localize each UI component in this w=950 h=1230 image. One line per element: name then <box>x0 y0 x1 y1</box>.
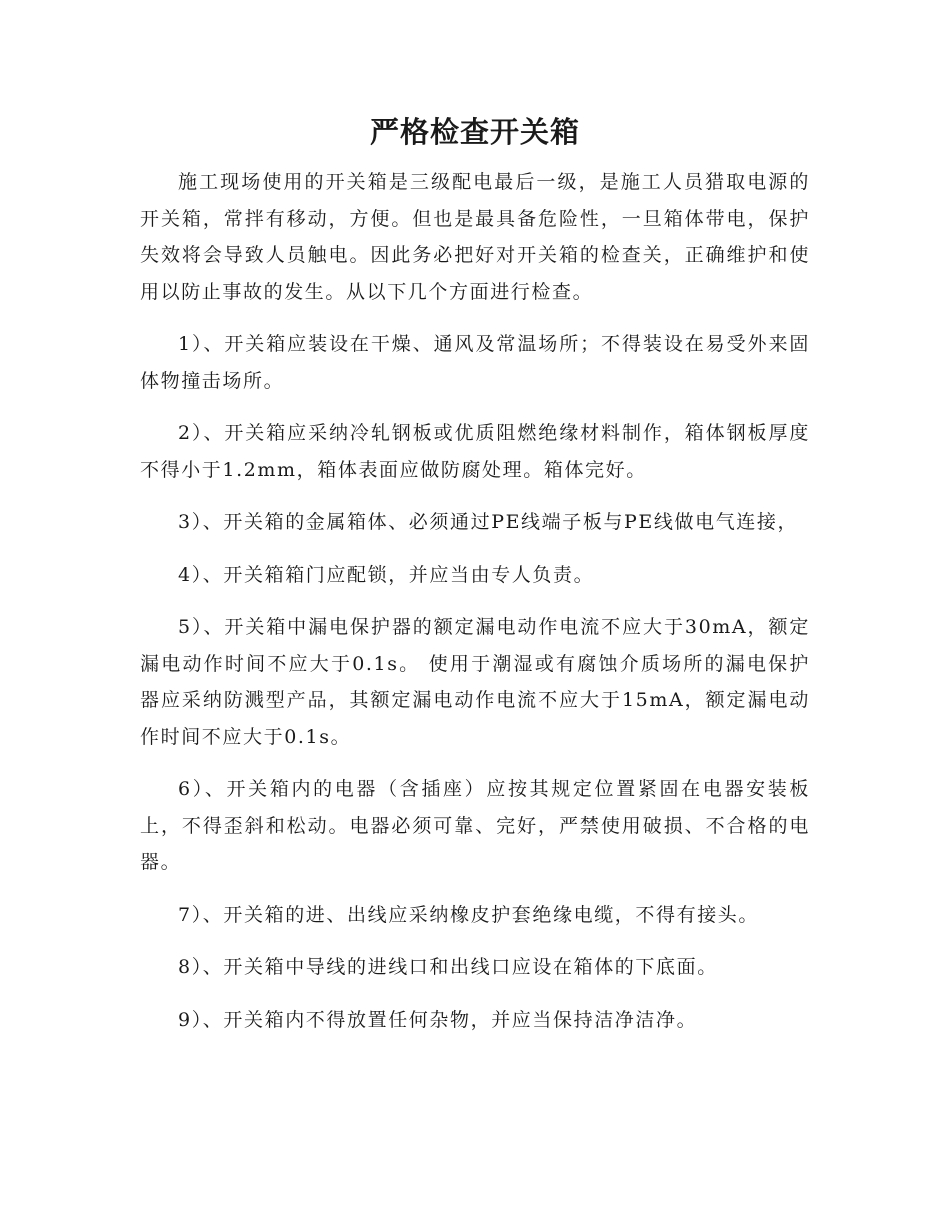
list-item-2: 2）、开关箱应采纳冷轧钢板或优质阻燃绝缘材料制作，箱体钢板厚度不得小于1.2mm，箱体表面应做防腐处理。箱体完好。 <box>140 422 810 481</box>
list-item-1: 1）、开关箱应装设在干燥、通风及常温场所；不得装设在易受外来固体物撞击场所。 <box>140 333 810 392</box>
list-item-8: 8）、开关箱中导线的进线口和出线口应设在箱体的下底面。 <box>178 956 718 978</box>
list-item-7: 7）、开关箱的进、出线应采纳橡皮护套绝缘电缆，不得有接头。 <box>178 903 759 926</box>
page-title: 严格检查开关箱 <box>369 115 580 149</box>
list-item-5: 5）、开关箱中漏电保护器的额定漏电动作电流不应大于30mA，额定漏电动作时间不应大于0.1s。 使用于潮湿或有腐蚀介质场所的漏电保护器应采纳防溅型产品，其额定漏电动作电流不应大于15mA，额定漏电动作时间不应大于0.1s。 <box>140 616 810 748</box>
document-body <box>140 164 810 1054</box>
intro-paragraph: 施工现场使用的开关箱是三级配电最后一级，是施工人员猎取电源的开关箱，常拌有移动，方便。但也是最具备危险性，一旦箱体带电，保护失效将会导致人员触电。因此务必把好对开关箱的检查关，正确维护和使用以防止事故的发生。从以下几个方面进行检查。 <box>140 171 810 303</box>
list-item-9: 9）、开关箱内不得放置任何杂物，并应当保持洁净洁净。 <box>178 1008 698 1031</box>
list-item-6: 6）、开关箱内的电器（含插座）应按其规定位置紧固在电器安装板上，不得歪斜和松动。电器必须可靠、完好，严禁使用破损、不合格的电器。 <box>140 778 810 873</box>
list-item-3: 3）、开关箱的金属箱体、必须通过PE线端子板与PE线做电气连接， <box>178 511 799 533</box>
list-item-4: 4）、开关箱箱门应配锁，并应当由专人负责。 <box>178 563 595 586</box>
